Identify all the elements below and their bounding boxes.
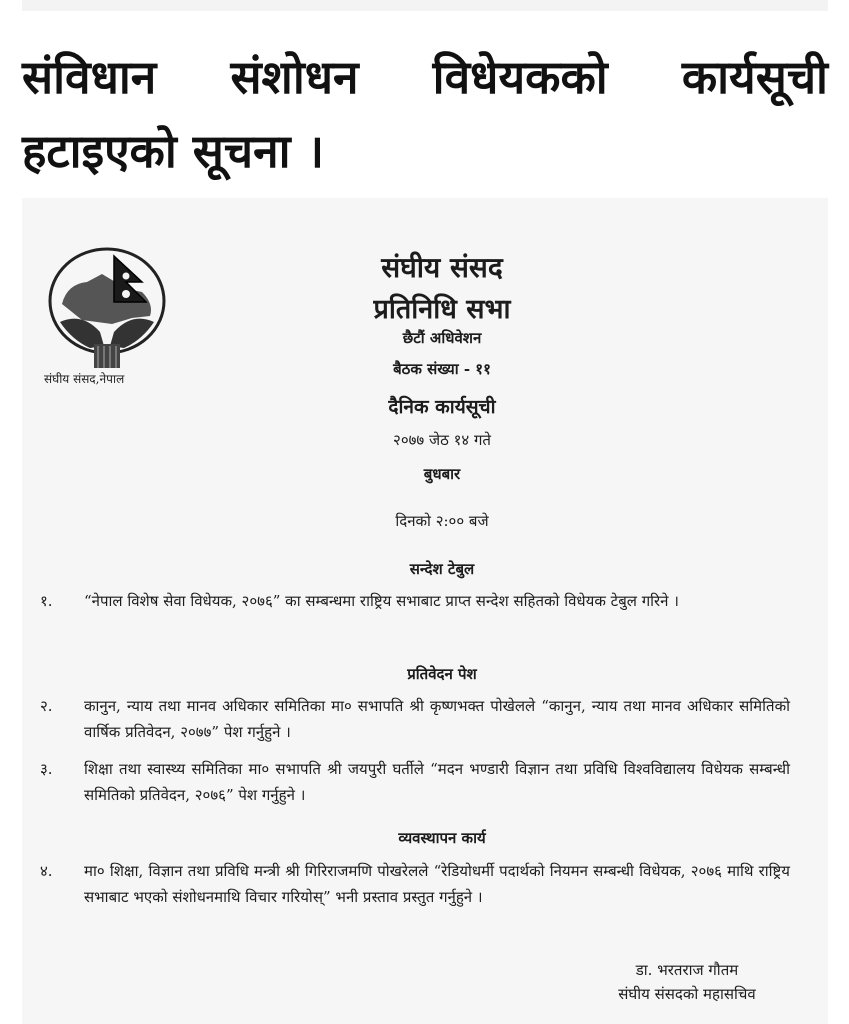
headline-word: संशोधन: [230, 50, 359, 104]
meeting-number: बैठक संख्या - ११: [393, 360, 491, 378]
section-heading-legislative: व्यवस्थापन कार्य: [398, 829, 486, 847]
item-number: ३.: [40, 760, 53, 778]
headline-word: कार्यसूची: [681, 50, 828, 104]
item-text: मा० शिक्षा, विज्ञान तथा प्रविधि मन्त्री श्री गिरिराजमणि पोखरेलले “रेडियोधर्मी पदार्थको नियमन सम्बन्धी विधेयक, २०७६ माथि राष्ट्रिय सभाबाट भएको संशोधनमाथि विचार गरियोस्” भनी प्रस्ताव प्रस्तुत गर्नुहुने ।: [84, 862, 790, 906]
headline-line-2: हटाइएको सूचना ।: [22, 124, 325, 178]
item-text: कानुन, न्याय तथा मानव अधिकार समितिका मा० सभापति श्री कृष्णभक्त पोखेलले “कानुन, न्याय तथा मानव अधिकार समितिको वार्षिक प्रतिवेदन, २०७७” पेश गर्नुहुने ।: [84, 697, 790, 741]
headline: [22, 40, 828, 188]
section-heading-message-table: सन्देश टेबुल: [409, 560, 475, 578]
headline-word: संविधान: [22, 50, 157, 104]
item-number: ४.: [40, 862, 53, 880]
headline-word: विधेयकको: [432, 50, 608, 104]
item-text: “नेपाल विशेष सेवा विधेयक, २०७६” का सम्बन्धमा राष्ट्रिय सभाबाट प्राप्त सन्देश सहितको विधेयक टेबुल गरिने ।: [84, 592, 679, 610]
house-title: प्रतिनिधि सभा: [373, 294, 511, 325]
section-heading-report: प्रतिवेदन पेश: [407, 665, 477, 683]
item-number: २.: [40, 697, 53, 715]
item-number: १.: [40, 592, 53, 610]
item-text: शिक्षा तथा स्वास्थ्य समितिका मा० सभापति श्री जयपुरी घर्तीले “मदन भण्डारी विज्ञान तथा प्रविधि विश्वविद्यालय विधेयक सम्बन्धी समितिको प्रतिवेदन, २०७६” पेश गर्नुहुने ।: [84, 760, 790, 804]
session-label: छैटौं अधिवेशन: [402, 329, 482, 347]
org-title: संघीय संसद: [381, 251, 503, 284]
top-strip: [22, 0, 828, 11]
agenda-day: बुधबार: [423, 465, 461, 483]
notice-document-image: [22, 198, 828, 1024]
signatory-name: डा. भरतराज गौतम: [635, 961, 739, 979]
agenda-time: दिनको २:०० बजे: [395, 512, 489, 530]
signatory-designation: संघीय संसदको महासचिव: [618, 985, 756, 1003]
logo-caption: संघीय संसद,नेपाल: [44, 372, 125, 386]
parliament-logo-icon: [42, 244, 172, 374]
agenda-date: २०७७ जेठ १४ गते: [393, 431, 491, 449]
headline-line-1: [22, 40, 828, 114]
agenda-title: दैनिक कार्यसूची: [388, 396, 496, 418]
